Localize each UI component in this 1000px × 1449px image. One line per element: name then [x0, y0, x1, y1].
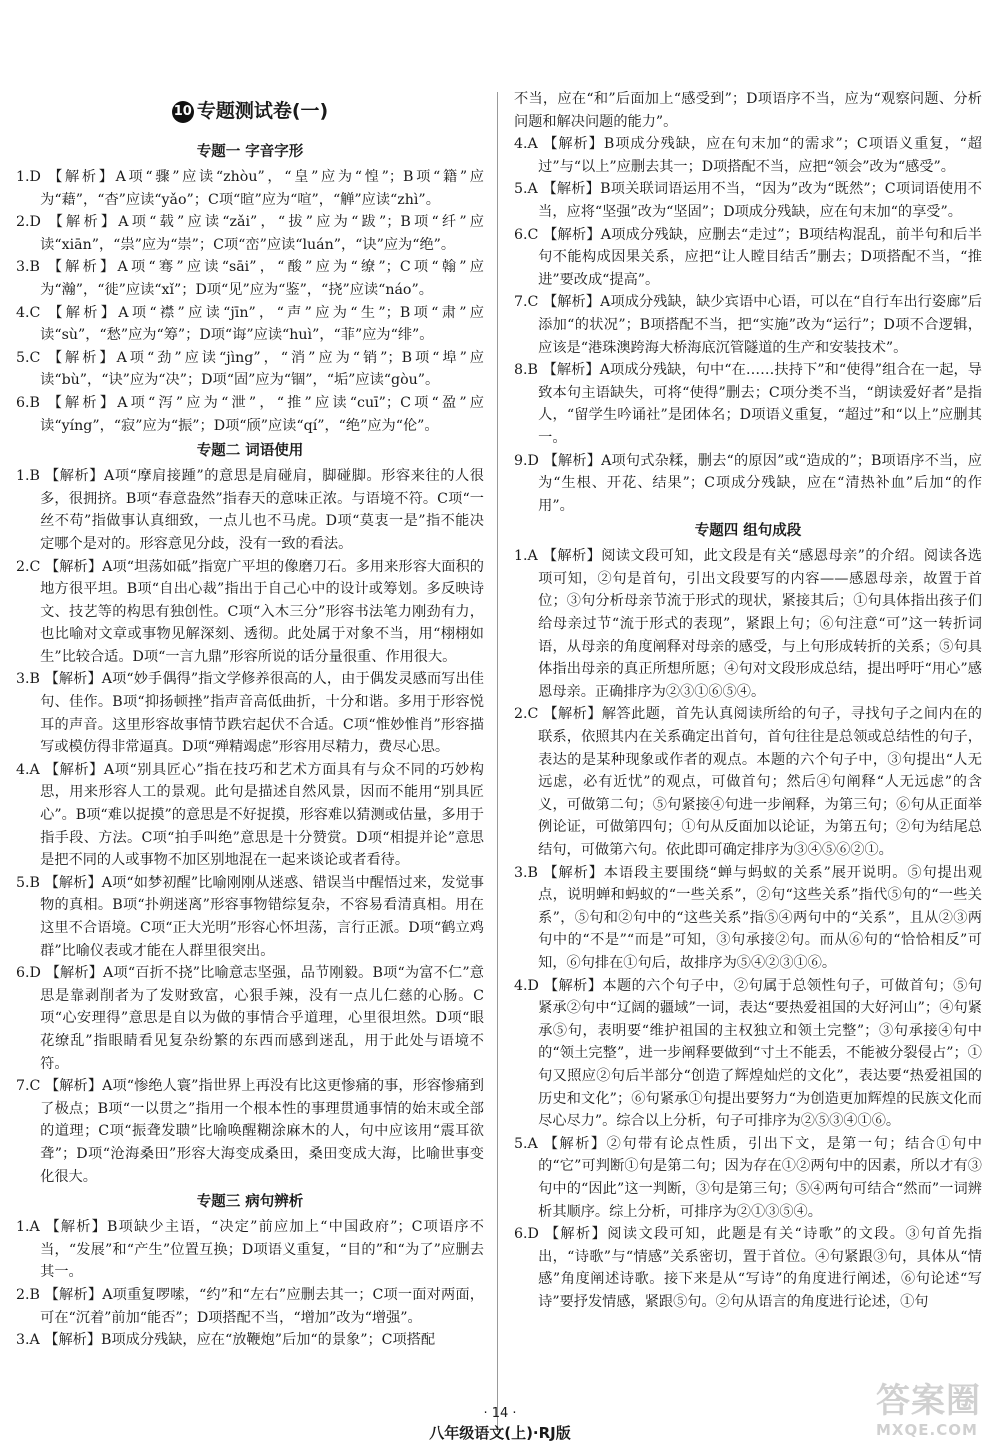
answer-item: 3.A 【解析】B项成分残缺，应在“放鞭炮”后加“的景象”；C项搭配	[16, 1332, 436, 1349]
answer-item: 4.A 【解析】A项“别具匠心”指在技巧和艺术方面具有与众不同的巧妙构思，用来形容人工的景观。此句是描述自然风景，因而不能用“别具匠心”。B项“难以捉摸”的意思是不好捉摸，形容难以猜测或估量，多用于指手段、方法。C项“拍手叫绝”意思是十分赞赏。D项“相提并论”意思是把不同的人或事物不加区别地混在一起来谈论或者看待。	[16, 761, 484, 869]
answer-item: 5.B 【解析】A项“如梦初醒”比喻刚刚从迷惑、错误当中醒悟过来，发觉事物的真相。B项“扑朔迷离”形容事物错综复杂，不容易看清真相。用在这里不合语境。C项“正大光明”形容心怀坦荡，言行正派。D项“鹤立鸡群”比喻仪表或才能在人群里很突出。	[16, 874, 484, 959]
book-label: 八年级语文(上)·RJ版	[429, 1424, 571, 1442]
answer-item: 1.D 【解析】A项“骤”应读“zhòu”，“皇”应为“惶”；B项“籍”应为“藉”，“杳”应读“yǎo”；C项“暄”应为“喧”，“觯”应读“zhì”。	[16, 169, 484, 208]
section-4-list	[514, 545, 982, 1313]
watermark-main: 答案圈	[876, 1381, 981, 1421]
section-1-list	[16, 166, 484, 437]
page-number: · 14 ·	[483, 1406, 517, 1421]
answer-item: 3.B 【解析】A项“骞”应读“sāi”，“酸”应为“缭”；C项“翰”应为“瀚”，“徙”应读“xǐ”；D项“见”应为“鉴”，“挠”应读“náo”。	[16, 259, 484, 298]
answer-item: 7.C 【解析】A项成分残缺，缺少宾语中心语，可以在“自行车出行姿廊”后添加“的状况”；B项搭配不当，把“实施”改为“运行”；D项不合逻辑，应该是“港珠澳跨海大桥海底沉管隧道的生产和安装技术”。	[514, 294, 982, 356]
section-heading-1: 专题一 字音字形	[196, 144, 304, 160]
answer-item: 2.D 【解析】A项“载”应读“zǎi”，“拔”应为“跋”；B项“纤”应读“xiān”，“祟”应为“崇”；C项“峦”应读“luán”，“诀”应为“绝”。	[16, 214, 484, 253]
answer-item: 9.D 【解析】A项句式杂糅，删去“的原因”或“造成的”；B项语序不当，应为“生根、开花、结果”；C项成分残缺，应在“清热补血”后加“的作用”。	[514, 452, 982, 514]
answer-item: 5.A 【解析】B项关联词语运用不当，“因为”改为“既然”；C项词语使用不当，应将“坚强”改为“坚固”；D项成分残缺，应在句末加“的享受”。	[514, 181, 982, 220]
section-heading-3: 专题三 病句辨析	[196, 1194, 304, 1211]
answer-item: 3.B 【解析】本语段主要围绕“蝉与蚂蚁的关系”展开说明。⑤句提出观点，说明蝉和蚂蚁的“一些关系”，②句“这些关系”指代⑤句的“一些关系”，⑤句和②句中的“这些关系”指⑤④两句中的“关系”，且从②③两句中的“不是”“而是”可知，③句承接②句。而从⑥句的“恰恰相反”可知，⑥句排在①句后，故排序为⑤④②③①⑥。	[514, 864, 982, 971]
answer-item: 3.B 【解析】A项“妙手偶得”指文学修养很高的人，由于偶发灵感而写出佳句、佳作。B项“抑扬顿挫”指声音高低曲折，十分和谐。多用于形容悦耳的声音。这里形容故事情节跌宕起伏不合适。C项“惟妙惟肖”形容描写或模仿得非常逼真。D项“殚精竭虑”形容用尽精力，费尽心思。	[16, 671, 484, 756]
answer-item: 6.C 【解析】A项成分残缺，应删去“走过”；B项结构混乱，前半句和后半句不能构成因果关系，应把“让人瞠目结舌”删去；D项搭配不当，“推进”要改成“提高”。	[514, 226, 982, 288]
page-title	[16, 96, 484, 126]
title-number-badge: 10	[172, 101, 194, 123]
answer-item: 5.C 【解析】A项“劲”应读“jìng”，“消”应为“销”；B项“埠”应读“bù”，“诀”应为“决”；D项“固”应为“锢”，“垢”应读“gòu”。	[16, 349, 484, 389]
section-heading-4: 专题四 组句成段	[694, 523, 802, 540]
answer-item: 6.D 【解析】阅读文段可知，此题是有关“诗歌”的文段。③句首先指出，“诗歌”与“情感”关系密切，置于首位。④句紧跟③句，具体从“情感”角度阐述诗歌。接下来是从“写诗”的角度进行阐述，⑥句论述“写诗”要抒发情感，紧跟⑤句。②句从语言的角度进行论述，①句	[514, 1226, 982, 1310]
site-watermark-logo	[876, 1381, 986, 1443]
answer-item: 1.B 【解析】A项“摩肩接踵”的意思是肩碰肩，脚碰脚。形容来往的人很多，很拥挤。B项“春意盎然”指春天的意味正浓。与语境不符。C项“一丝不苟”指做事认真细致，一点儿也不马虎。D项“莫衷一是”指不能决定哪个是对的。形容意见分歧，没有一致的看法。	[16, 468, 484, 552]
answer-item: 6.B 【解析】A项“泻”应为“泄”，“推”应读“cuī”；C项“盈”应读“yíng”，“寂”应为“振”；D项“颀”应读“qí”，“绝”应为“伦”。	[16, 394, 484, 434]
answer-item: 2.B 【解析】A项重复啰嗦，“约”和“左右”应删去其一；C项一面对两面，可在“沉着”前加“能否”；D项搭配不当，“增加”改为“增强”。	[16, 1286, 484, 1326]
section-3-list-right	[514, 133, 982, 517]
answer-item: 4.A 【解析】B项成分残缺，应在句末加“的需求”；C项语义重复，“超过”与“以上”应删去其一；D项搭配不当，应把“领会”改为“感受”。	[514, 136, 982, 175]
right-column	[514, 88, 982, 1313]
continued-text: 不当，应在“和”后面加上“感受到”；D项语序不当，应为“观察问题、分析问题和解决问题的能力”。	[514, 91, 982, 130]
answer-item: 2.C 【解析】A项“坦荡如砥”指宽广平坦的像磨刀石。多用来形容大面积的地方很平坦。B项“自出心裁”指出于自己心中的设计或筹划。多反映诗文、技艺等的构思有独创性。C项“入木三分”形容书法笔力刚劲有力，也比喻对文章或事物见解深刻、透彻。此处属于对象不当，用“栩栩如生”比较合适。D项“一言九鼎”形容所说的话分量很重、作用很大。	[16, 558, 484, 665]
answer-item: 4.D 【解析】本题的六个句子中，②句属于总领性句子，可做首句；⑤句紧承②句中“辽阔的疆域”一词，表达“要热爱祖国的大好河山”；④句紧承⑤句，表明要“维护祖国的主权独立和领土完整”；③句承接④句中的“领土完整”，进一步阐释要做到“寸土不能丢，不能被分裂侵占”；①句又照应②句后半部分“创造了辉煌灿烂的文化”，表达要“热爱祖国的历史和文化”；⑥句紧承①句提出要努力“为创造更加辉煌的民族文化而尽心尽力”。综合以上分析，句子可排序为②⑤③④①⑥。	[514, 977, 982, 1130]
left-column	[16, 96, 484, 1352]
title-text: 专题测试卷(一)	[196, 100, 329, 122]
column-divider	[497, 92, 498, 1432]
section-3-list-left	[16, 1216, 484, 1352]
answer-item: 7.C 【解析】A项“惨绝人寰”指世界上再没有比这更惨痛的事，形容惨痛到了极点；B项“一以贯之”指用一个根本性的事理贯通事情的始末或全部的道理；C项“振聋发聩”比喻唤醒糊涂麻木的人，句中应该用“震耳欲聋”；D项“沧海桑田”形容大海变成桑田，桑田变成大海，比喻世事变化很大。	[16, 1078, 484, 1185]
answer-item: 2.C 【解析】解答此题，首先认真阅读所给的句子，寻找句子之间内在的联系，依照其内在关系确定出首句，首句往往是总领或总结性的句子，表达的是某种现象或作者的观点。本题的六个句子中，③句提出“人无远虑，必有近忧”的观点，可做首句；然后④句阐释“人无远虑”的含义，可做第二句；⑤句紧接④句进一步阐释，为第三句；⑥句从正面举例论证，可做第四句；①句从反面加以论证，为第五句；②句为结尾总结句，可做第六句。依此即可确定排序为③④⑤⑥②①。	[514, 706, 982, 858]
answer-item: 6.D 【解析】A项“百折不挠”比喻意志坚强，品节刚毅。B项“为富不仁”意思是靠剥削者为了发财致富，心狠手辣，没有一点儿仁慈的心肠。C项“心安理得”意思是自以为做的事情合乎道理，心里很坦然。D项“眼花缭乱”指眼睛看见复杂纷繁的东西而感到迷乱，用于此处与语境不符。	[16, 965, 484, 1072]
answer-item: 1.A 【解析】B项缺少主语，“决定”前应加上“中国政府”；C项语序不当，“发展”和“产生”位置互换；D项语义重复，“目的”和“为了”应删去其一。	[16, 1219, 484, 1281]
answer-item: 1.A 【解析】阅读文段可知，此文段是有关“感恩母亲”的介绍。阅读各选项可知，②句是首句，引出文段要写的内容——感恩母亲，故置于首位；③句分析母亲节流于形式的现状，紧接其后；①句具体指出孩子们给母亲过节“流于形式的表现”，紧跟上句；⑥句注意“可”这一转折词语，从母亲的角度阐释对母亲的感受，与上句形成转折的关系；⑤句具体指出母亲的真正所想所愿；④句对文段形成总结，提出呼吁“用心”感恩母亲。正确排序为②③①⑥⑤④。	[514, 548, 982, 700]
section-2-list	[16, 465, 484, 1188]
section-heading-2: 专题二 词语使用	[196, 443, 304, 460]
watermark-url: MXQE.COM	[876, 1421, 978, 1439]
answer-item: 8.B 【解析】A项成分残缺，句中“在……扶持下”和“使得”组合在一起，导致本句主语缺失，可将“使得”删去；C项分类不当，“朗读爱好者”是指人，“留学生吟诵社”是团体名；D项语义重复，“超过”和“以上”应删其一。	[514, 362, 982, 446]
answer-item: 4.C 【解析】A项“襟”应读“jīn”，“声”应为“生”；B项“肃”应读“sù”，“愁”应为“筹”；D项“诲”应读“huì”，“菲”应为“绯”。	[16, 304, 484, 344]
answer-item: 5.A 【解析】②句带有论点性质，引出下文，是第一句；结合①句中的“它”可判断①句是第二句；因为存在①②两句中的因素，所以才有③句中的“因此”这一判断，③句是第三句；⑤④两句可结合“然而”一词辨析其顺序。综上分析，可排序为②①③⑤④。	[514, 1135, 982, 1220]
